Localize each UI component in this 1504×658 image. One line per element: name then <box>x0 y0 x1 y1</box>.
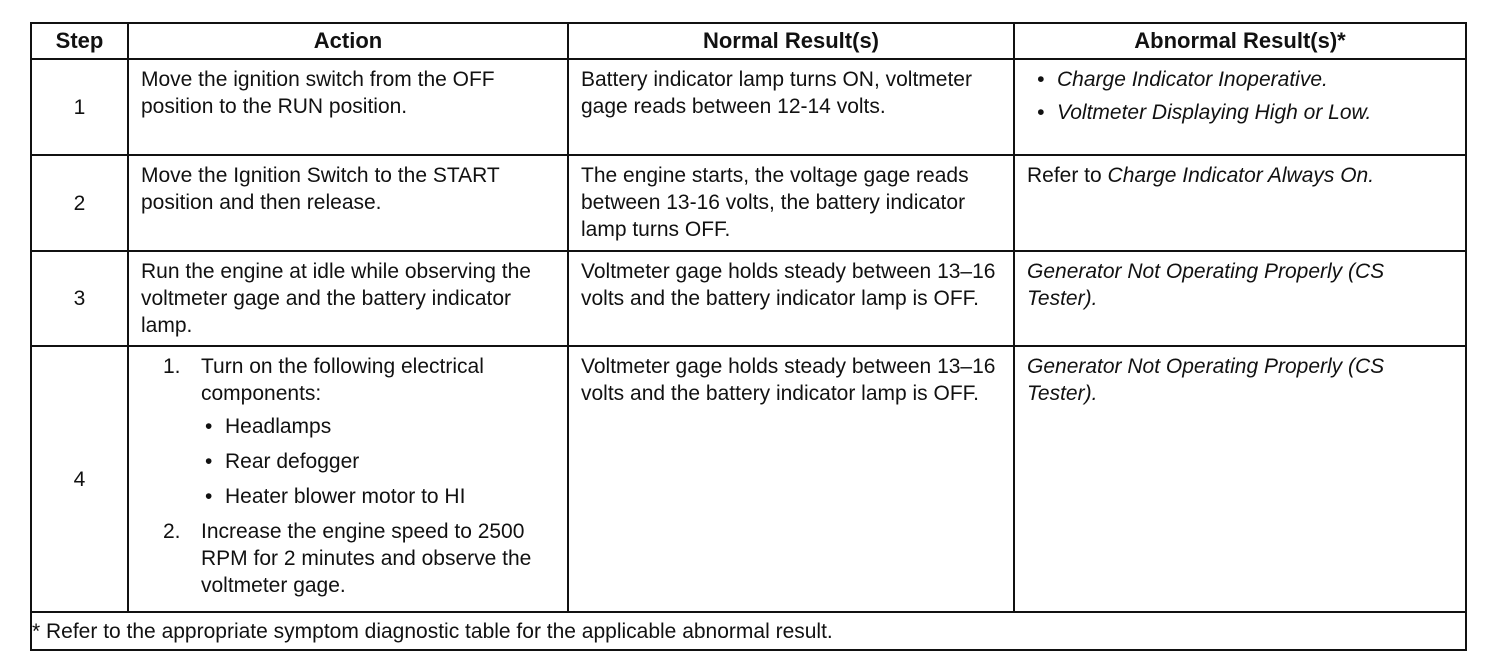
abnormal-result-cell <box>1014 251 1466 346</box>
substep-number: 2. <box>163 520 181 543</box>
action-text: Move the ignition switch from the OFF position to the RUN position. <box>141 68 495 118</box>
action-cell <box>128 59 568 155</box>
header-step: Step <box>31 23 128 59</box>
normal-result-cell <box>568 251 1014 346</box>
list-item: • Heater blower motor to HI <box>201 483 555 510</box>
abnormal-link-charge-indicator-always-on[interactable]: Charge Indicator Always On. <box>1107 164 1375 187</box>
normal-result-cell <box>568 59 1014 155</box>
abnormal-link-generator-not-operating[interactable]: Generator Not Operating Properly (CS Tester). <box>1027 260 1385 310</box>
abnormal-result-cell <box>1014 59 1466 155</box>
substep-number: 1. <box>163 355 181 378</box>
component-list <box>201 413 555 510</box>
normal-result-cell <box>568 155 1014 251</box>
header-action: Action <box>128 23 568 59</box>
normal-result-text: Voltmeter gage holds steady between 13–16 volts and the battery indicator lamp is OFF. <box>581 260 996 310</box>
normal-result-text: Battery indicator lamp turns ON, voltmeter gage reads between 12-14 volts. <box>581 68 972 118</box>
table-row <box>31 59 1466 155</box>
table-row <box>31 251 1466 346</box>
action-cell <box>128 155 568 251</box>
table-row <box>31 346 1466 612</box>
header-row <box>31 23 1466 59</box>
step-number: 1 <box>31 59 128 155</box>
normal-result-text: Voltmeter gage holds steady between 13–16 volts and the battery indicator lamp is OFF. <box>581 355 996 405</box>
step-number: 3 <box>31 251 128 346</box>
normal-result-text: The engine starts, the voltage gage reads between 13-16 volts, the battery indicator lamp turns OFF. <box>581 164 969 241</box>
list-item: • Rear defogger <box>201 448 555 475</box>
abnormal-link-charge-indicator-inoperative[interactable]: • Charge Indicator Inoperative. <box>1027 66 1453 93</box>
diagnostic-table <box>30 22 1467 651</box>
abnormal-result-cell <box>1014 155 1466 251</box>
action-cell <box>128 346 568 612</box>
normal-result-cell <box>568 346 1014 612</box>
header-normal-results: Normal Result(s) <box>568 23 1014 59</box>
abnormal-refer-prefix: Refer to <box>1027 164 1102 187</box>
substep-text: Turn on the following electrical components: <box>201 355 484 405</box>
action-substep <box>163 353 555 510</box>
action-text: Run the engine at idle while observing the voltmeter gage and the battery indicator lamp. <box>141 260 531 337</box>
action-step-list <box>141 353 555 599</box>
abnormal-result-cell <box>1014 346 1466 612</box>
footnote-row <box>31 612 1466 650</box>
action-text: Move the Ignition Switch to the START position and then release. <box>141 164 500 214</box>
abnormal-bullet-list <box>1027 66 1453 126</box>
table-row <box>31 155 1466 251</box>
footnote: * Refer to the appropriate symptom diagnostic table for the applicable abnormal result. <box>31 612 1466 650</box>
abnormal-link-generator-not-operating[interactable]: Generator Not Operating Properly (CS Tester). <box>1027 355 1385 405</box>
action-substep <box>163 518 555 599</box>
substep-text: Increase the engine speed to 2500 RPM for 2 minutes and observe the voltmeter gage. <box>201 520 532 597</box>
list-item: • Headlamps <box>201 413 555 440</box>
step-number: 2 <box>31 155 128 251</box>
header-abnormal-results: Abnormal Result(s)* <box>1014 23 1466 59</box>
abnormal-link-voltmeter-high-low[interactable]: • Voltmeter Displaying High or Low. <box>1027 99 1453 126</box>
action-cell <box>128 251 568 346</box>
step-number: 4 <box>31 346 128 612</box>
